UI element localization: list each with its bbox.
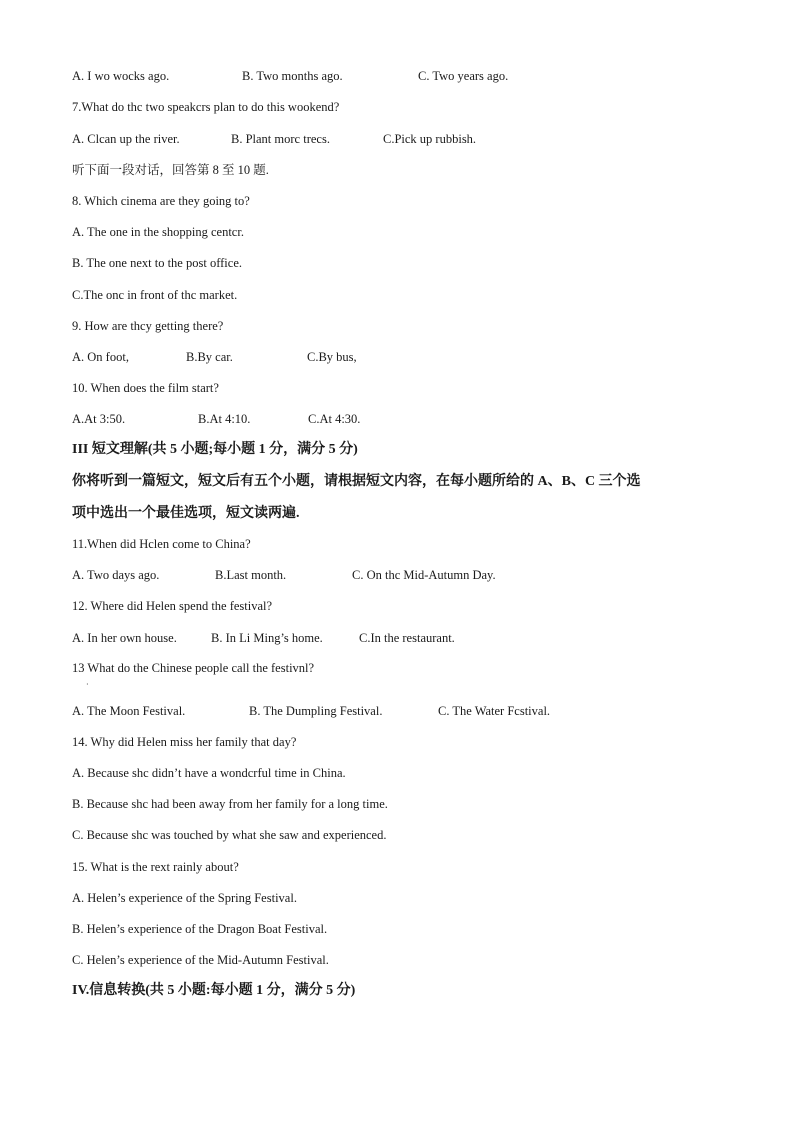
option-c: C.At 4:30. — [308, 412, 361, 426]
question-8: 8. Which cinema are they going to? — [72, 194, 250, 208]
q14-option-a: A. Because shc didn’t have a wondcrful time in China. — [72, 766, 346, 780]
option-b: B.By car. — [186, 350, 233, 364]
option-c: C. On thc Mid-Autumn Day. — [352, 568, 496, 582]
option-a: A. The Moon Festival. — [72, 704, 186, 718]
question-12: 12. Where did Helen spend the festival? — [72, 599, 273, 613]
q8-option-c: C.The onc in front of thc market. — [72, 288, 238, 302]
question-14: 14. Why did Helen miss her family that day? — [72, 735, 297, 749]
q8-option-b: B. The one next to the post office. — [72, 256, 242, 270]
option-c: C.In the restaurant. — [359, 631, 455, 645]
option-a: A.At 3:50. — [72, 412, 126, 426]
question-7: 7.What do thc two speakcrs plan to do this wookend? — [72, 100, 340, 114]
option-b: B. Plant morc trecs. — [231, 132, 330, 146]
option-c: C. Two years ago. — [418, 69, 509, 83]
option-b: B.Last month. — [215, 568, 287, 582]
section-3-instruction-line-1: 你将听到一篇短文，短文后有五个小题，请根据短文内容，在每小题所给的 A、B、C 三个选 — [72, 474, 641, 489]
question-10: 10. When does the film start? — [72, 381, 219, 395]
q8-option-a: A. The one in the shopping centcr. — [72, 225, 244, 239]
stray-dot-mark: · — [86, 680, 89, 689]
q15-option-b: B. Helen’s experience of the Dragon Boat Festival. — [72, 922, 328, 936]
option-c: C. The Water Fcstival. — [438, 704, 551, 718]
option-a: A. On foot, — [72, 350, 129, 364]
option-b: B.At 4:10. — [198, 412, 251, 426]
option-b: B. In Li Ming’s home. — [211, 631, 323, 645]
question-9: 9. How are thcy getting there? — [72, 319, 224, 333]
question-11: 11.When did Hclen come to China? — [72, 537, 251, 551]
question-13: 13 What do the Chinese people call the festivnl? — [72, 661, 315, 675]
q14-option-c: C. Because shc was touched by what she saw and experienced. — [72, 828, 387, 842]
option-a: A. Clcan up the river. — [72, 132, 180, 146]
q15-option-c: C. Helen’s experience of the Mid-Autumn Festival. — [72, 953, 329, 967]
section-3-instruction-line-2: 项中选出一个最佳选项，短文读两遍. — [72, 506, 300, 521]
option-a: A. Two days ago. — [72, 568, 160, 582]
option-a: A. In her own house. — [72, 631, 177, 645]
option-a: A. I wo wocks ago. — [72, 69, 170, 83]
option-b: B. Two months ago. — [242, 69, 343, 83]
q15-option-a: A. Helen’s experience of the Spring Festival. — [72, 891, 297, 905]
q14-option-b: B. Because shc had been away from her family for a long time. — [72, 797, 388, 811]
section-4-heading: IV.信息转换(共 5 小题:每小题 1 分，满分 5 分) — [72, 983, 356, 998]
option-c: C.By bus, — [307, 350, 357, 364]
section-3-heading: III 短文理解(共 5 小题;每小题 1 分，满分 5 分) — [72, 442, 358, 457]
option-b: B. The Dumpling Festival. — [249, 704, 383, 718]
dialogue-instruction: 听下面一段对话，回答第 8 至 10 题. — [72, 163, 269, 177]
option-c: C.Pick up rubbish. — [383, 132, 477, 146]
question-15: 15. What is the rext rainly about? — [72, 860, 239, 874]
